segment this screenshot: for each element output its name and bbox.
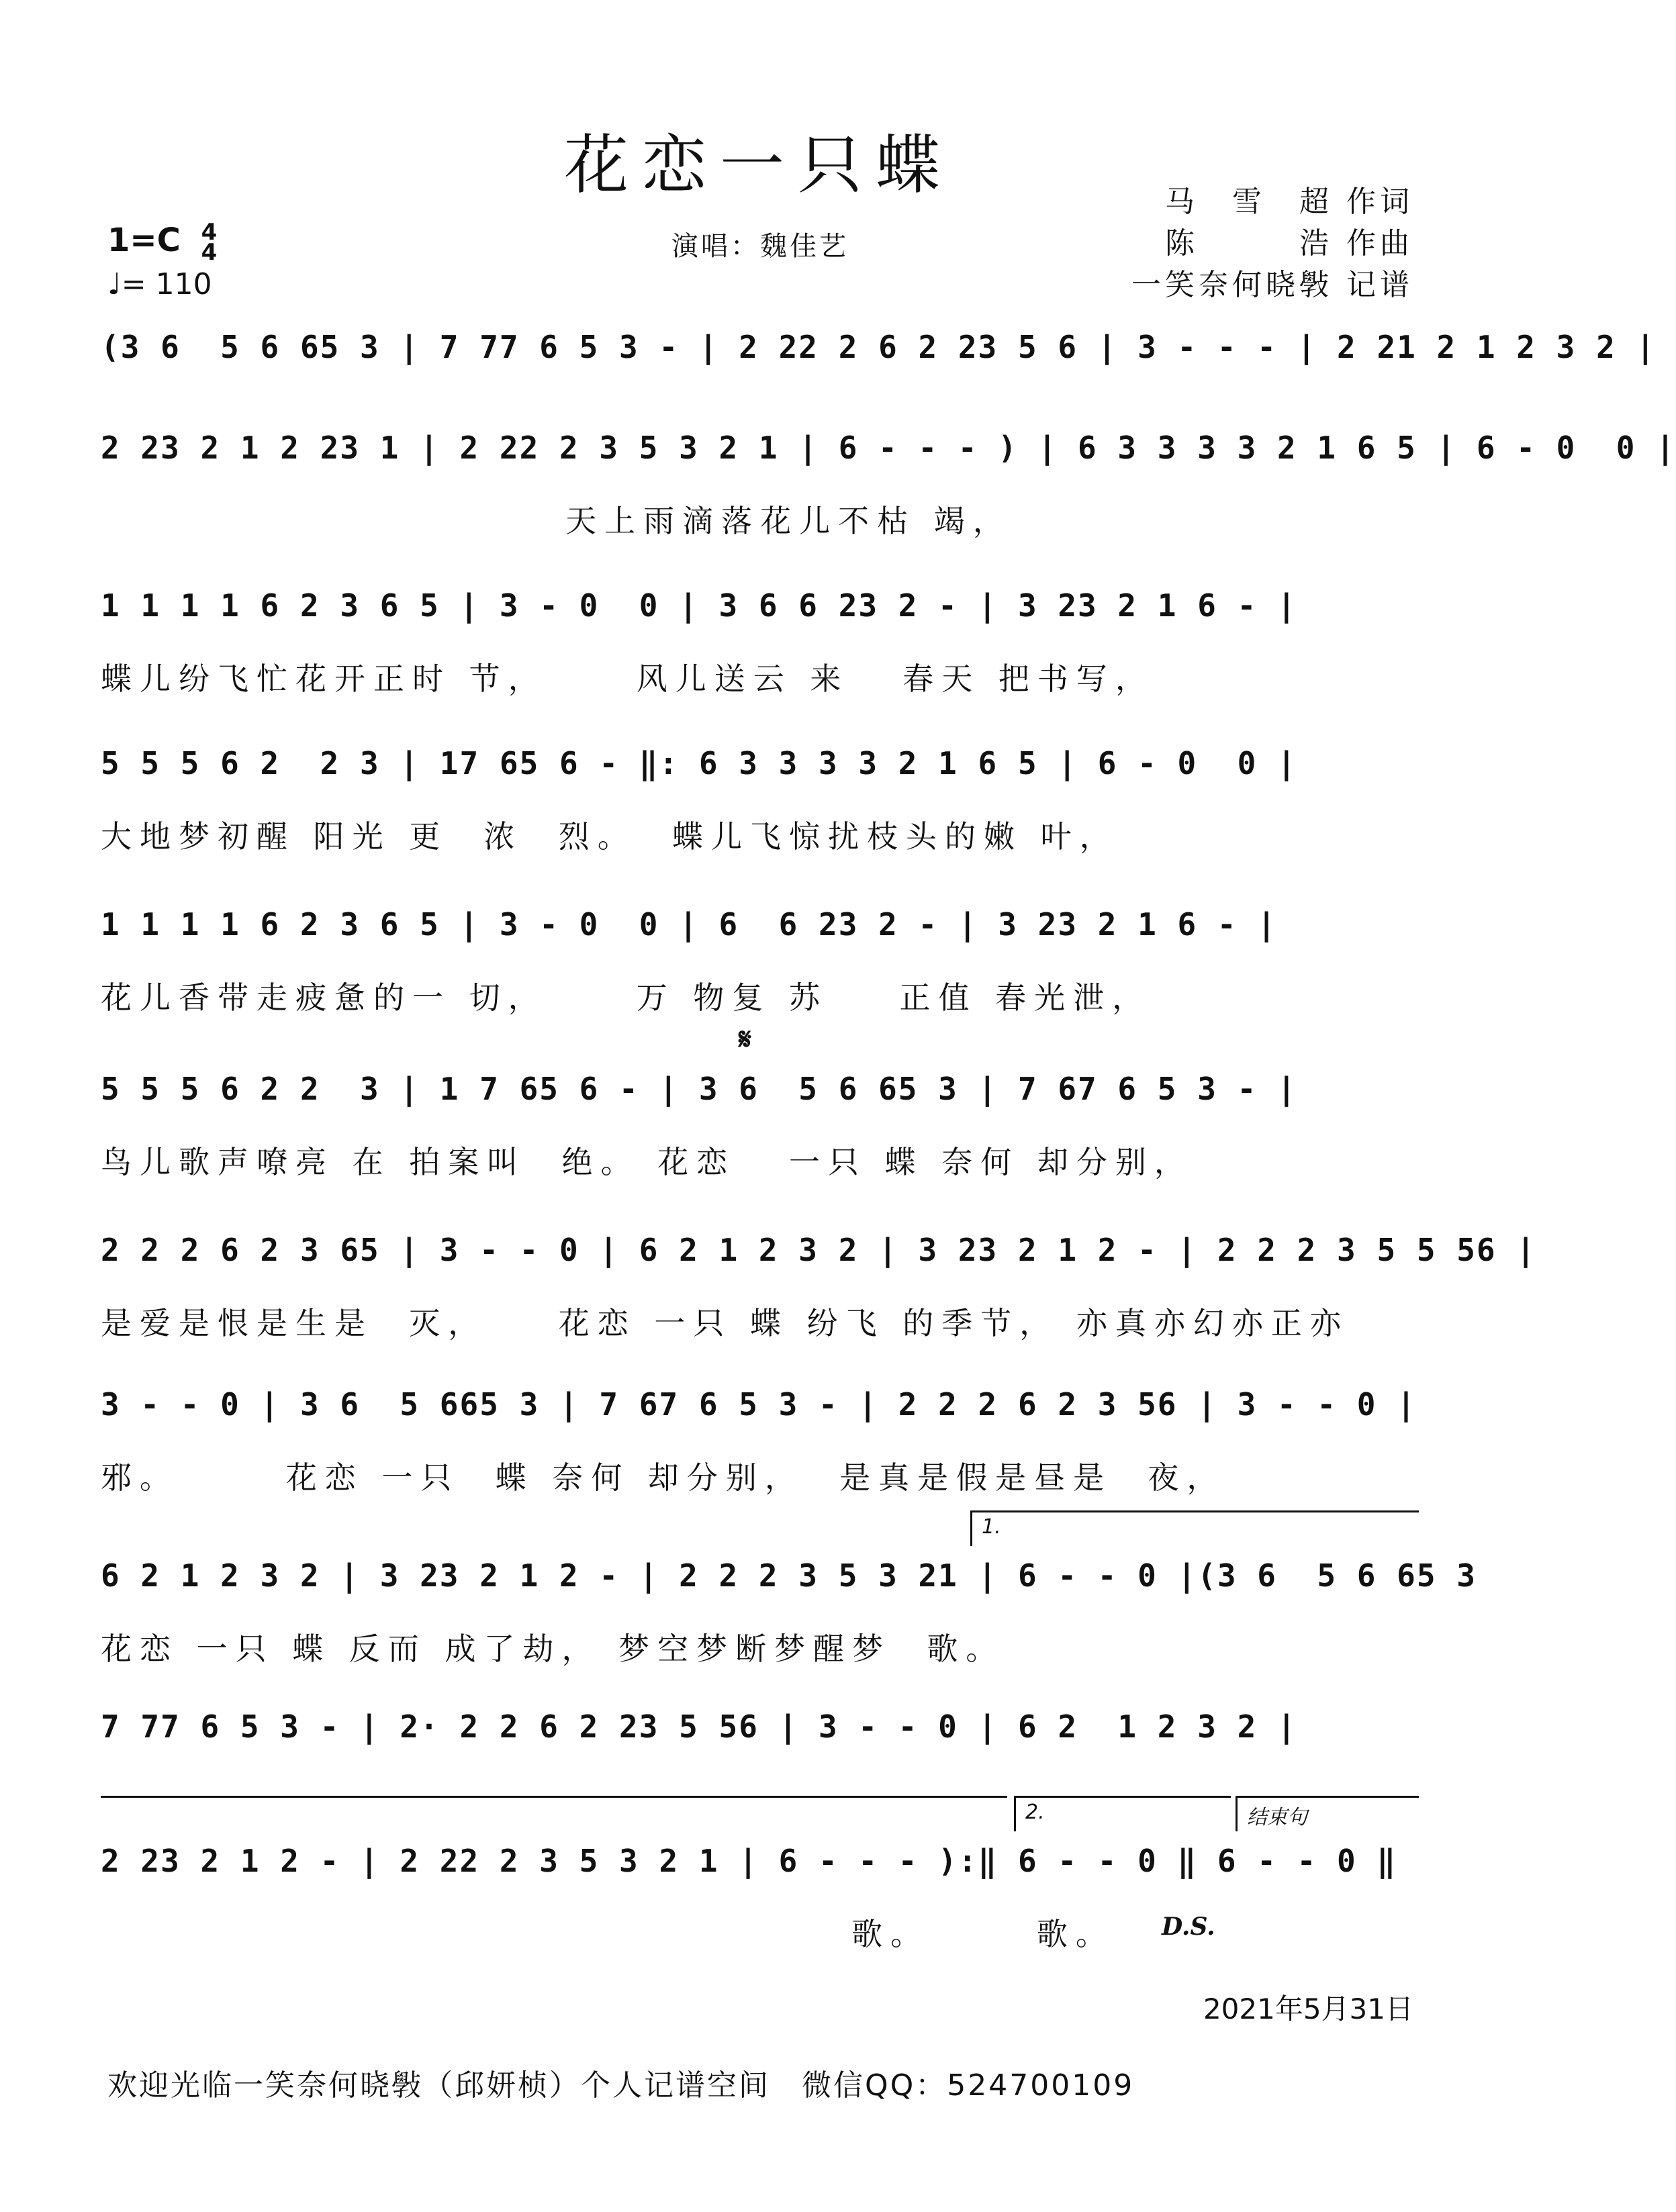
lyric-line: 歌。 歌。 [101,1916,1115,1952]
volta-bracket-1 [970,1510,1419,1546]
staff-row-7 [101,1232,1536,1341]
time-sig-bottom: 4 [201,239,218,266]
date-stamp: 2021年5月31日 [1203,1992,1413,2025]
lyric-line: 蝶儿纷飞忙花开正时 节， 风儿送云 来 春天 把书写， [101,661,1154,697]
notes-line: 3 - - 0 | 3 6 5 665 3 | 7 67 6 5 3 - | 2 2 2 6 2 3 56 | 3 - - 0 | [101,1386,1417,1423]
lyric-line: 邪。 花恋 一只 蝶 奈何 却分别， 是真是假是昼是 夜， [101,1459,1226,1496]
staff-row-9 [101,1515,1477,1667]
lyric-line: 花儿香带走疲惫的一 切， 万 物复 苏 正值 春光泄， [101,979,1152,1016]
staff-row-2 [101,430,1676,539]
time-signature [201,219,218,266]
staff-row-10 [101,1709,1417,1782]
dal-segno-marking: D.S. [1162,1913,1215,1941]
lyric-line: 大地梦初醒 阳光 更 浓 烈。 蝶儿飞惊扰枝头的嫩 叶， [101,818,1119,855]
staff-row-4 [101,745,1417,855]
notes-line: 7 77 6 5 3 - | 2· 2 2 6 2 23 5 56 | 3 - - 0 | 6 2 1 2 3 2 | [101,1709,1297,1745]
staff-row-6 [101,1022,1417,1180]
notes-line: 2 23 2 1 2 23 1 | 2 22 2 3 5 3 2 1 | 6 - - - ) | 6 3 3 3 3 2 1 6 5 | 6 - 0 0 | [101,430,1676,466]
notes-line: 2 23 2 1 2 - | 2 22 2 3 5 3 2 1 | 6 - - - ):‖ 6 - - 0 ‖ 6 - - 0 ‖ [101,1843,1397,1879]
coda-bracket [1236,1796,1419,1831]
volta-1-label: 1. [982,1515,1001,1539]
coda-label: 结束句 [1247,1806,1307,1829]
credits [1131,181,1413,306]
footer-text: 欢迎光临一笑奈何晓斅（邱妍桢）个人记谱空间 微信QQ：524700109 [107,2068,1135,2103]
lyric-line: 天上雨滴落花儿不枯 竭， [101,503,1012,539]
notes-line: 6 2 1 2 3 2 | 3 23 2 1 2 - | 2 2 2 3 5 3 21 | 6 - - 0 |(3 6 5 6 65 3 [101,1557,1477,1594]
song-title: 花恋一只蝶 [564,128,953,203]
time-sig-top: 4 [201,219,218,246]
lyric-line: 花恋 一只 蝶 反而 成了劫， 梦空梦断梦醒梦 歌。 [101,1631,1005,1667]
notes-line: 1 1 1 1 6 2 3 6 5 | 3 - 0 0 | 6 6 23 2 - | 3 23 2 1 6 - | [101,906,1277,943]
notes-line: 5 5 5 6 2 2 3 | 17 65 6 - ‖: 6 3 3 3 3 2 1 6 5 | 6 - 0 0 | [101,745,1297,781]
singer-credit: 演唱：魏佳艺 [671,231,849,262]
key-signature [107,219,218,266]
notes-line: 2 2 2 6 2 3 65 | 3 - - 0 | 6 2 1 2 3 2 | 3 23 2 1 2 - | 2 2 2 3 5 5 56 | [101,1232,1536,1268]
lyric-line: 是爱是恨是生是 灭， 花恋 一只 蝶 纷飞 的季节， 亦真亦幻亦正亦 [101,1305,1349,1341]
staff-row-3 [101,587,1417,697]
segno-sign: 𝄋 [739,1022,751,1057]
lyric-line: 鸟儿歌声嘹亮 在 拍案叫 绝。 花恋 一只 蝶 奈何 却分别， [101,1144,1193,1180]
volta-bracket-2 [1014,1796,1231,1831]
repeat-span-line [101,1796,1007,1798]
notes-line: 1 1 1 1 6 2 3 6 5 | 3 - 0 0 | 3 6 6 23 2 - | 3 23 2 1 6 - | [101,587,1297,624]
key-label: 1=C [107,222,181,259]
composer-credit: 陈 浩 作曲 [1165,226,1413,260]
staff-row-11 [101,1800,1417,1952]
staff-row-1 [101,329,1657,403]
notes-line: 5 5 5 6 2 2 3 | 1 7 65 6 - | 3 6 5 6 65 3 | 7 67 6 5 3 - | [101,1071,1297,1107]
volta-2-label: 2. [1025,1800,1045,1824]
notes-line: (3 6 5 6 65 3 | 7 77 6 5 3 - | 2 22 2 6 2 23 5 6 | 3 - - - | 2 21 2 1 2 3 2 | [101,329,1657,365]
staff-row-5 [101,906,1417,1016]
staff-row-8 [101,1386,1417,1496]
lyricist-credit: 马 雪 超 作词 [1165,185,1413,219]
transcriber-credit: 一笑奈何晓斅 记谱 [1131,268,1413,302]
tempo-marking: ♩= 110 [107,267,212,301]
